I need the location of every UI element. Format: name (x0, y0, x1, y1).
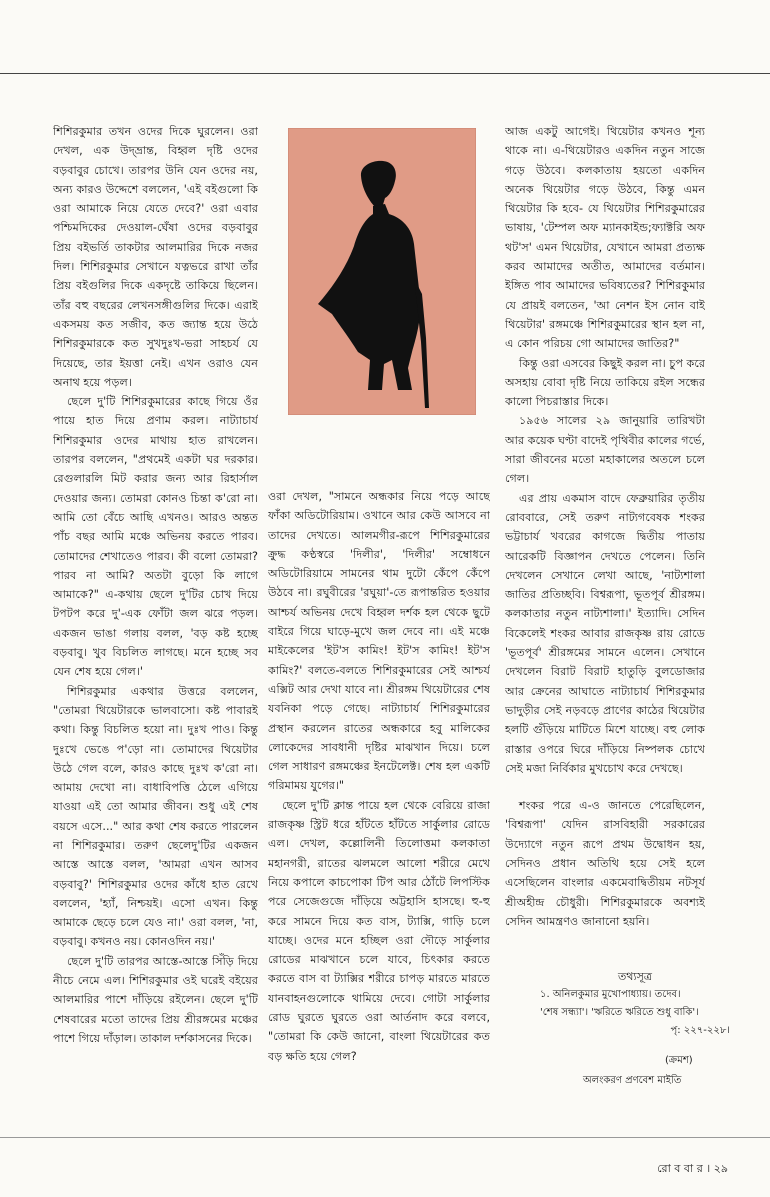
paragraph: ছেলে দু'টি ক্লান্ত পায়ে হল থেকে বেরিয়ে রাজা রাজকৃষ্ণ স্ট্রিট ধরে হাঁটতে হাঁটতে সার্কুলার রোডে এল। দেখল, কল্লোলিনী তিলোত্তমা কলকাতা মহানগরী, রাতের ঝলমলে আলো শরীরে মেখে নিয়ে কপালে কাচপোকা টিপ আর ঠোঁটে লিপস্টিক পরে সেজেগুজে দাঁড়িয়ে অট্টহাসি হাসছে। হু-হু করে সামনে দিয়ে কত বাস, ট্যাক্সি, গাড়ি চলে যাচ্ছে। ওদের মনে হচ্ছিল ওরা দৌড়ে সার্কুলার রোডের মাঝখানে চলে যাবে, চিৎকার করতে করতে বাস বা ট্যাক্সির শরীরে চাপড় মারতে মারতে যানবাহনগুলোকে থামিয়ে দেবে। গোটা সার্কুলার রোড ঘুরতে ঘুরতে ওরা আর্তনাদ করে বলবে, "তোমরা কি কেউ জানো, বাংলা থিয়েটারের কত বড় ক্ষতি হয়ে গেল? (268, 798, 490, 1063)
paragraph: শিশিরকুমার তখন ওদের দিকে ঘুরলেন। ওরা দেখল, এক উদ্‌ভ্রান্ত, বিহ্বল দৃষ্টি ওদের বড়বাবুর চোখে। তারপর উনি যেন ওদের নয়, অন্য কারও উদ্দেশে বললেন, 'এই বইগুলো কি ওরা আমাকে নিয়ে যেতে দেবে?' ওরা এবার পশ্চিমদিকের দেওয়াল-ঘেঁষা ওদের বড়বাবুর প্রিয় বইভর্তি তাকটার আলমারির দিকে নজর দিল। শিশিরকুমার সেখানে যত্নভরে রাখা তাঁর প্রিয় বইগুলির দিকে একদৃষ্টে তাকিয়ে ছিলেন। তাঁর বহু বছরের লেখনসঙ্গীগুলির দিকে। এরাই একসময় কত সজীব, কত জ্যান্ত হয়ে উঠে শিশিরকুমারকে কত সুখদুঃখ-ভরা সাহচর্য যে দিয়েছে, তার ইয়ত্তা নেই। এখন ওরাও যেন অনাথ হয়ে পড়ল। (53, 125, 258, 389)
paragraph: শিশিরকুমার একথার উত্তরে বললেন, "তোমরা থিয়েটারকে ভালবাসো। কষ্ট পাবারই কথা। কিন্তু বিচলিত হয়ো না। দুঃখ পাও। কিন্তু দুঃখে ভেঙে প'ড়ো না। তোমাদের থিয়েটার উঠে গেল বলে, কারও কাছে দুঃখ ক'রো না। আমায় দেখো না। বাধাবিপত্তি ঠেলে এগিয়ে যাওয়া এই তো আমার জীবন। শুধু এই শেষ বয়সে এসে..." আর কথা শেষ করতে পারলেন না শিশিরকুমার। তরুণ ছেলেদু'টির একজন আস্তে আস্তে বলল, 'আমরা এখন আসব বড়বাবু?' শিশিরকুমার ওদের কাঁধে হাত রেখে বললেন, 'হ্যাঁ, নিশ্চয়ই। এসো এখন। কিন্তু আমাকে ছেড়ে চলে যেও না।' ওরা বলল, 'না, বড়বাবু। কখনও নয়। কোনওদিন নয়।' (53, 684, 258, 949)
paragraph: এর প্রায় একমাস বাদে ফেব্রুয়ারির তৃতীয় রোববারে, সেই তরুণ নাট্যগবেষক শংকর ভট্টাচার্য খবরের কাগজে দ্বিতীয় পাতায় আরেকটি বিজ্ঞাপন দেখতে পেলেন। তিনি দেখলেন সেখানে লেখা আছে, 'নাট্যশালা জাতির প্রতিচ্ছবি। বিশ্বরূপা, ভূতপূর্ব শ্রীরঙ্গম। কলকাতার নতুন নাট্যশালা।' ইত্যাদি। সেদিন বিকেলেই শংকর আবার রাজকৃষ্ণ রায় রোডে 'ভূতপূর্ব' শ্রীরঙ্গমের সামনে এলেন। সেখানে দেখলেন বিরাট বিরাট হাতুড়ি বুলডোজার আর ক্রেনের আঘাতে নাট্যাচার্য শিশিরকুমার ভাদুড়ীর সেই নড়বড়ে প্রাণের কাঠের থিয়েটার হলটি গুঁড়িয়ে মাটিতে মিশে যাচ্ছে। বহু লোক রাস্তার ওপরে ঘিরে দাঁড়িয়ে নিষ্পলক চোখে সেই মজা নির্বিকার মুখচোখ করে দেখছে। (505, 491, 705, 775)
top-rule (0, 73, 770, 74)
reference-item: 'শেষ সন্ধ্যা'। 'ঋরিতে ঋরিতে শুধু বাকি'। (540, 1007, 699, 1018)
illustration-credit: অলংকরণ প্রণবেশ মাইতি (583, 1075, 682, 1086)
illustration-silhouette (288, 128, 476, 415)
article-column-1 (53, 122, 258, 1122)
article-column-2 (268, 487, 490, 1066)
references-heading: তথ্যসূত্র (618, 970, 652, 983)
paragraph: ছেলে দু'টি শিশিরকুমারের কাছে গিয়ে ওঁর পায়ে হাত দিয়ে প্রণাম করল। নাট্যাচার্য শিশিরকুমার ওদের মাথায় হাত রাখলেন। তারপর বললেন, "প্রথমেই একটা ঘর দরকার। রেগুলারলি মিট করার জন্য আর রিহার্সাল দেওয়ার জন্য। তোমরা কোনও চিন্তা ক'রো না। আমি তো বেঁচে আছি এখনও। আরও অন্তত পাঁচ বছর আমি মঞ্চে অভিনয় করতে পারব। তোমাদের শেখাতেও পারব। কী বলো তোমরা? পারব না আমি? অতটা বুড়ো কি লাগে আমাকে?" এ-কথায় ছেলে দু'টির চোখ দিয়ে টপটপ করে দু'-এক ফোঁটা জল ঝরে পড়ল। একজন ভাঙা গলায় বলল, 'বড় কষ্ট হচ্ছে বড়বাবু। খুব বিচলিত লাগছে। মনে হচ্ছে সব যেন শেষ হয়ে গেল।' (53, 395, 258, 679)
paragraph: ছেলে দু'টি তারপর আস্তে-আস্তে সিঁড়ি দিয়ে নীচে নেমে এল। শিশিরকুমার ওই ঘরেই বইয়ের আলমারির পাশে দাঁড়িয়ে রইলেন। ছেলে দু'টি শেষবারের মতো তাদের প্রিয় শ্রীরঙ্গমের মঞ্চের পাশে গিয়ে দাঁড়াল। তাকাল দর্শকাসনের দিকে। (53, 954, 258, 1045)
paragraph: শংকর পরে এ-ও জানতে পেরেছিলেন, 'বিশ্বরূপা' যেদিন রাসবিহারী সরকারের উদ্যোগে নতুন রূপে প্রথম উদ্বোধন হয়, সেদিনও প্রধান অতিথি হয়ে সেই হলে এসেছিলেন বাংলার একমেবাদ্বিতীয়ম নটসূর্য শ্রীঅহীন্দ্র চৌধুরী। শিশিরকুমারকে অবশ্যই সেদিন আমন্ত্রণও জানানো হয়নি। (505, 799, 705, 928)
paragraph: ১৯৫৬ সালের ২৯ জানুয়ারি তারিখটা আর কয়েক ঘণ্টা বাদেই পৃথিবীর কালের গর্ভে, সারা জীবনের মতো মহাকালের অতলে চলে গেল। (505, 414, 705, 486)
article-column-3 (505, 122, 705, 931)
references (540, 968, 730, 1040)
page-footer: রো ব বা র । ২৯ (657, 1162, 728, 1175)
footer-rule (0, 1137, 770, 1138)
paragraph: ওরা দেখল, "সামনে অন্ধকার নিয়ে পড়ে আছে ফাঁকা অডিটোরিয়াম। ওখানে আর কেউ আসবে না তাদের দেখতে। আলমগীর-রূপে শিশিরকুমারের ক্রুদ্ধ কণ্ঠস্বরে 'দিলীর', 'দিলীর' সম্বোধনে অডিটোরিয়ামে সামনের থাম দুটো কেঁপে কেঁপে উঠবে না। রঘুবীরের 'রঘুয়া'-তে রূপান্তরিত হওয়ার আশ্চর্য অভিনয় দেখে বিহ্বল দর্শক হল থেকে ছুটে বাইরে গিয়ে ঘাড়ে-মুখে জল দেবে না। এই মঞ্চে মাইকেলের 'ইট'স কামিং! ইট'স কামিং! ইট'স কামিং?' বলতে-বলতে শিশিরকুমারের সেই আশ্চর্য এক্সিট আর দেখা যাবে না। শ্রীরঙ্গম থিয়েটারের শেষ যবনিকা পড়ে গেছে। নাট্যাচার্য শিশিরকুমারের প্রস্থান করলেন রাতের অন্ধকারে হবু মালিকের লোকেদের সাবধানী দৃষ্টির মাঝখান দিয়ে। চলে গেল সাধারণ রঙ্গমঞ্চের ইনটেলেক্ট। শেষ হল একটি গরিমাময় যুগের।" (268, 490, 490, 793)
reference-item: পৃ: ২২৭-২২৮। (670, 1025, 730, 1036)
paragraph: কিন্তু ওরা এসবের কিছুই করল না। চুপ করে অসহায় বোবা দৃষ্টি নিয়ে তাকিয়ে রইল সন্ধের কালো পিচরাস্তার দিকে। (505, 356, 705, 409)
paragraph: আজ একটু আগেই। থিয়েটার কখনও শূন্য থাকে না। এ-থিয়েটারও একদিন নতুন সাজে গড়ে উঠবে। কলকাতায় হয়তো একদিন অনেক থিয়েটার গড়ে উঠবে, কিন্তু এমন থিয়েটার কি হবে- যে থিয়েটার শিশিরকুমারের ভাষায়, 'টেম্পল অফ ম্যানকাইন্ড;ফ্যাক্টরি অফ থট'স' এমন থিয়েটার, যেখানে আমরা প্রত্যক্ষ করব আমাদের অতীত, আমাদের বর্তমান। ইঙ্গিত পাব আমাদের ভবিষ্যতের? শিশিরকুমার যে প্রায়ই বলতেন, 'আ নেশন ইস নোন বাই থিয়েটার' রঙ্গমঞ্চে শিশিরকুমারের স্থান হল না, এ কোন পরিচয় গো আমাদের জাতির?" (505, 125, 705, 351)
serial-note: (ক্রমশ) (665, 1055, 693, 1066)
reference-item: ১. অনিলকুমার মুখোপাধ্যায়। তদেব। (540, 989, 681, 1000)
